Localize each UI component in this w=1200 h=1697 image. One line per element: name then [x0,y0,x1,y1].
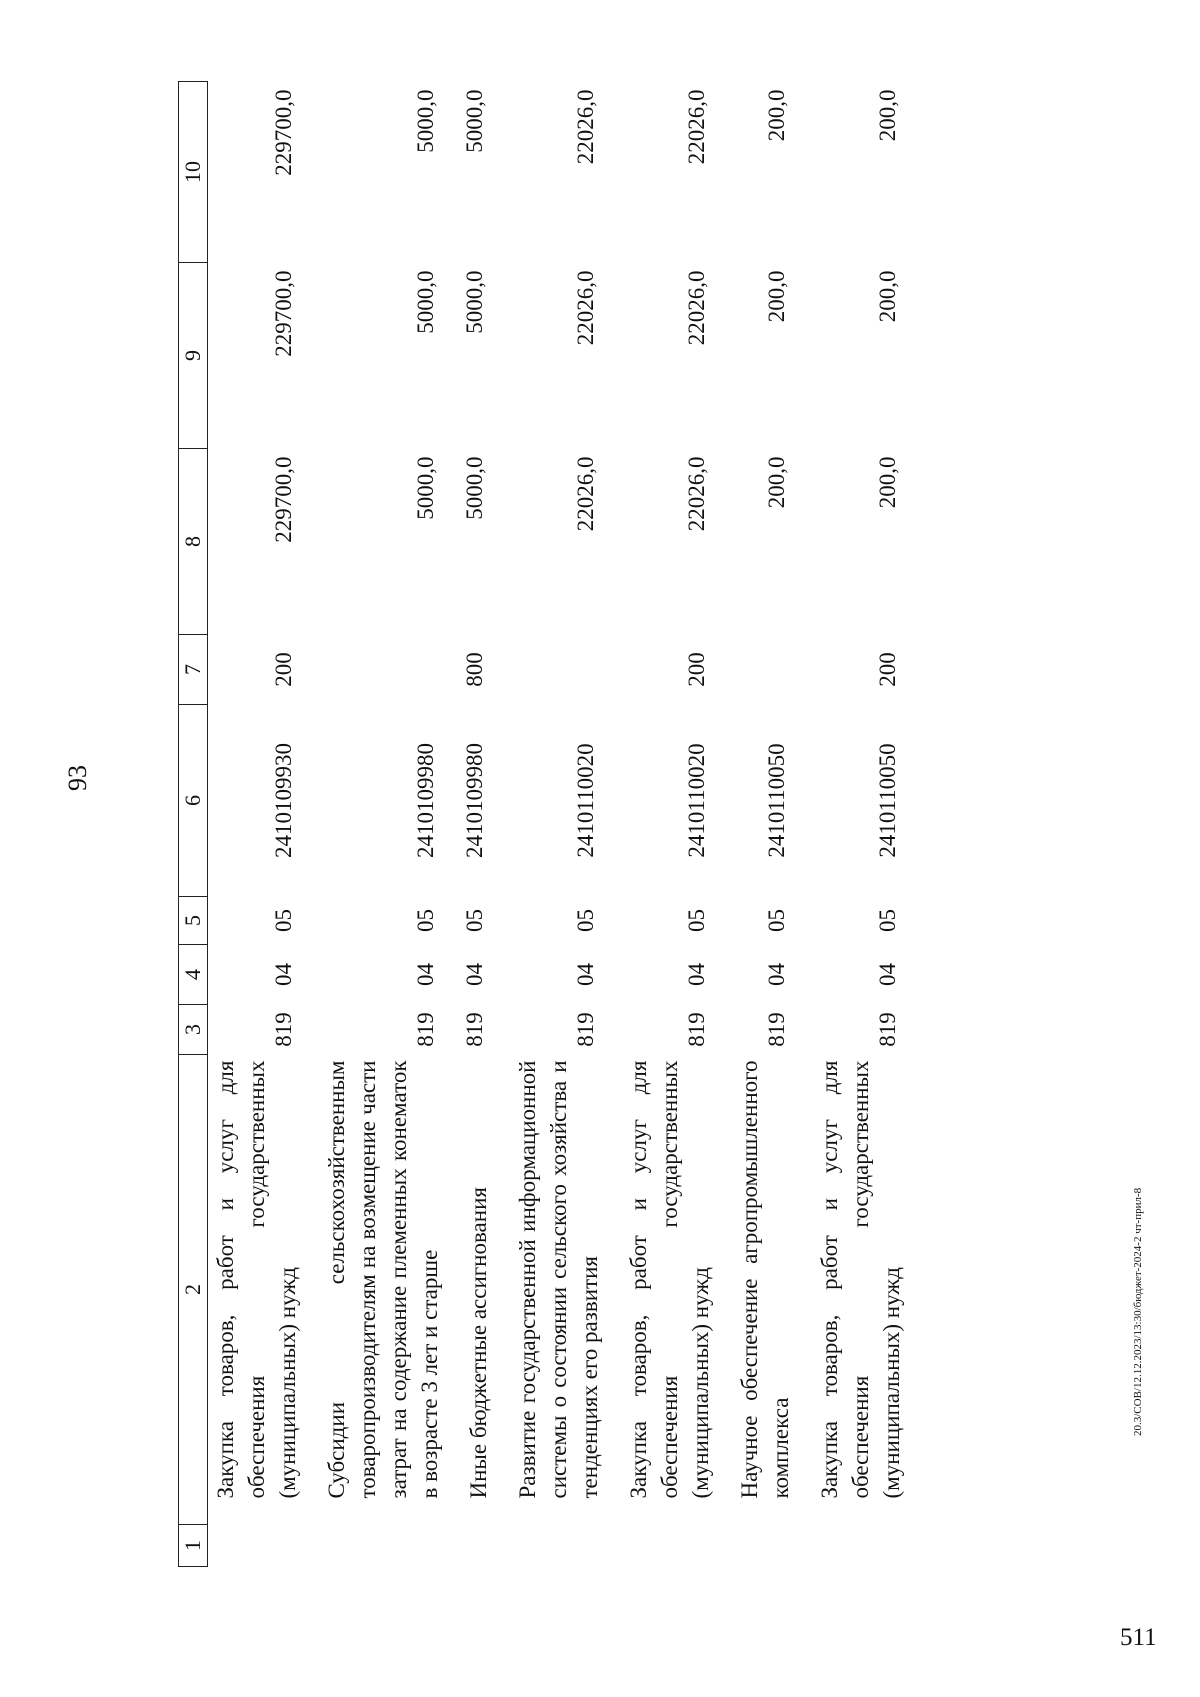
code-section: 04 [271,963,296,986]
code-section: 04 [573,963,598,986]
amount-year3: 200,0 [764,89,789,142]
code-target: 2410109980 [413,743,438,858]
table-row [726,82,806,1567]
code-target: 2410110020 [684,743,709,858]
code-subsection: 05 [684,909,709,932]
code-ministry: 819 [413,1012,438,1047]
code-target: 2410109930 [271,743,296,858]
amount-year2: 22026,0 [684,270,709,346]
row-name: Закупка товаров, работ и услуг для обеспечения государственных (муниципальных) нужд [817,1060,904,1499]
amount-year3: 22026,0 [573,89,598,165]
amount-year1: 200,0 [875,456,900,509]
amount-year1: 5000,0 [413,456,438,520]
code-subsection: 05 [875,909,900,932]
code-subsection: 05 [271,909,296,932]
amount-year1: 200,0 [764,456,789,509]
code-subsection: 05 [462,909,487,932]
header-row [179,82,208,1567]
amount-year2: 229700,0 [271,270,296,357]
code-subsection: 05 [764,909,789,932]
code-expense-type [504,635,615,705]
amount-year1: 229700,0 [271,456,296,543]
code-section: 04 [875,963,900,986]
amount-year3: 229700,0 [271,89,296,176]
code-ministry: 819 [764,1012,789,1047]
header-cell: 7 [179,635,208,705]
code-target: 2410110050 [764,743,789,858]
code-expense-type: 800 [462,652,487,687]
amount-year2: 5000,0 [462,270,487,334]
amount-year2: 200,0 [764,270,789,323]
code-ministry: 819 [271,1012,296,1047]
page-number: 511 [1120,1624,1157,1651]
amount-year2: 22026,0 [573,270,598,346]
header-cell: 2 [179,1055,208,1525]
header-cell: 5 [179,897,208,945]
row-name: Научное обеспечение агропромышленного комплекса [737,1060,793,1499]
code-ministry: 819 [875,1012,900,1047]
amount-year3: 5000,0 [413,89,438,153]
budget-table [178,81,917,1567]
code-subsection: 05 [413,909,438,932]
code-section: 04 [413,963,438,986]
header-cell: 4 [179,945,208,1005]
amount-year2: 200,0 [875,270,900,323]
row-name: Иные бюджетные ассигнования [466,1187,491,1499]
amount-year1: 5000,0 [462,456,487,520]
table-row [455,82,504,1567]
code-expense-type [726,635,806,705]
row-name: Развитие государственной информационной системы о состоянии сельского хозяйства и тенденциях его развития [515,1060,602,1499]
header-cell: 8 [179,449,208,635]
header-cell: 9 [179,263,208,449]
amount-year3: 200,0 [875,89,900,142]
table-row [208,82,314,1567]
budget-table-container [178,82,1058,1567]
amount-year1: 22026,0 [684,456,709,532]
row-name: Закупка товаров, работ и услуг для обеспечения государственных (муниципальных) нужд [626,1060,713,1499]
code-target: 2410110020 [573,743,598,858]
code-section: 04 [462,963,487,986]
code-subsection: 05 [573,909,598,932]
code-ministry: 819 [684,1012,709,1047]
row-name: Закупка товаров, работ и услуг для обеспечения государственных (муниципальных) нужд [213,1060,300,1499]
amount-year2: 5000,0 [413,270,438,334]
code-expense-type: 200 [875,652,900,687]
amount-year3: 22026,0 [684,89,709,165]
table-row [313,82,455,1567]
header-cell: 1 [179,1525,208,1567]
amount-year3: 5000,0 [462,89,487,153]
code-ministry: 819 [573,1012,598,1047]
code-section: 04 [684,963,709,986]
code-expense-type [313,635,455,705]
header-cell: 10 [179,82,208,263]
sheet-number: 93 [63,765,92,791]
row-name: Субсидии сельскохозяйственным товаропроизводителям на возмещение части затрат на содержание племенных конематок в возрасте 3 лет и старше [324,1060,442,1499]
code-target: 2410110050 [875,743,900,858]
table-row [806,82,917,1567]
code-target: 2410109980 [462,743,487,858]
code-ministry: 819 [462,1012,487,1047]
header-cell: 3 [179,1005,208,1055]
footer-document-code: 20.3/СОВ/12.12.2023/13:30/бюджет-2024-2 чт-прил-8 [1132,1187,1144,1436]
table-row [615,82,726,1567]
code-expense-type: 200 [684,652,709,687]
table-row [504,82,615,1567]
code-section: 04 [764,963,789,986]
code-expense-type: 200 [271,652,296,687]
header-cell: 6 [179,705,208,897]
amount-year1: 22026,0 [573,456,598,532]
